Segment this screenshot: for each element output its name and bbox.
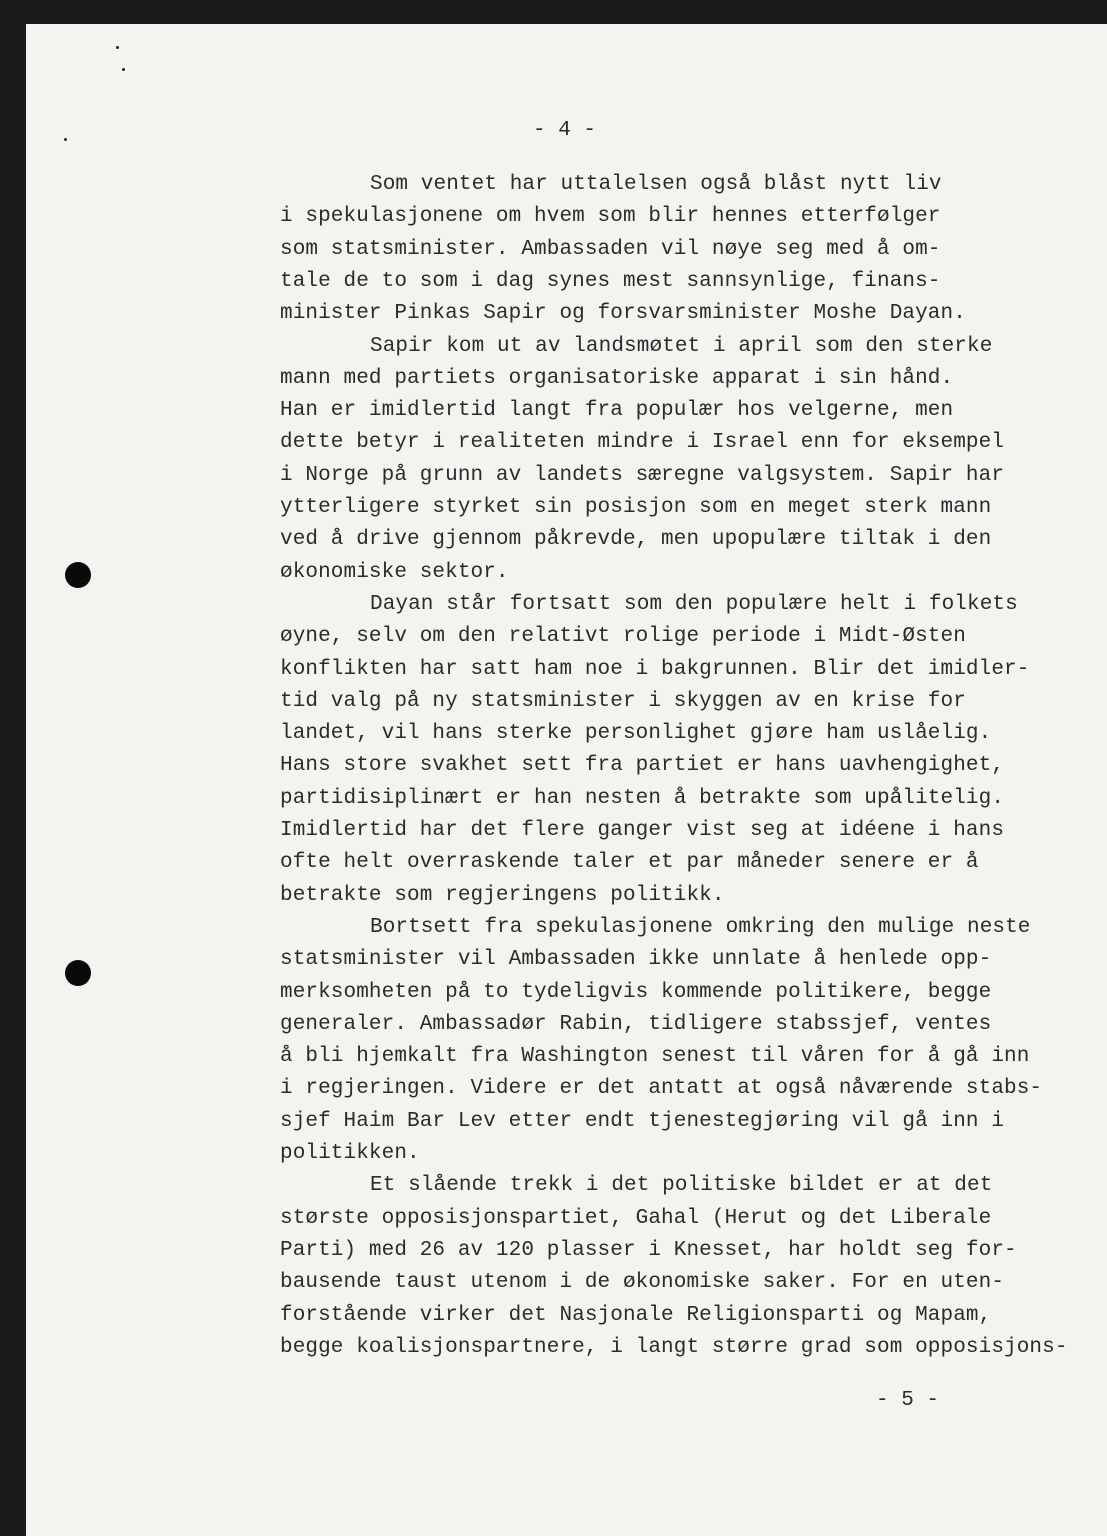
text-line: Han er imidlertid langt fra populær hos velgerne, men: [280, 399, 954, 423]
text-line: dette betyr i realiteten mindre i Israel enn for eksempel: [280, 431, 1005, 455]
text-line: som statsminister. Ambassaden vil nøye seg med å om-: [280, 237, 941, 261]
text-line: Et slående trekk i det politiske bildet er at det: [370, 1174, 993, 1198]
text-line: politikken.: [280, 1142, 420, 1165]
text-line: ved å drive gjennom påkrevde, men upopulære tiltak i den: [280, 528, 992, 552]
scan-border-top: [0, 0, 1107, 24]
text-line: i regjeringen. Videre er det antatt at også nåværende stabs-: [280, 1077, 1043, 1101]
text-line: å bli hjemkalt fra Washington senest til våren for å gå inn: [280, 1045, 1030, 1069]
speck: [122, 68, 125, 71]
text-line: begge koalisjonspartnere, i langt større grad som opposisjons-: [280, 1335, 1068, 1359]
text-line: bausende taust utenom i de økonomiske saker. For en uten-: [280, 1271, 1005, 1295]
text-line: tale de to som i dag synes mest sannsynlige, finans-: [280, 269, 941, 293]
text-line: mann med partiets organisatoriske apparat i sin hånd.: [280, 366, 954, 390]
text-line: i Norge på grunn av landets særegne valgsystem. Sapir har: [280, 463, 1005, 487]
page-number-next: - 5 -: [876, 1389, 940, 1412]
page-number-top: - 4 -: [533, 119, 597, 142]
text-line: sjef Haim Bar Lev etter endt tjenestegjøring vil gå inn i: [280, 1109, 1005, 1133]
text-line: Sapir kom ut av landsmøtet i april som den sterke: [370, 334, 993, 358]
text-line: Dayan står fortsatt som den populære helt i folkets: [370, 592, 1018, 616]
text-line: økonomiske sektor.: [280, 560, 509, 584]
text-line: merksomheten på to tydeligvis kommende politikere, begge: [280, 980, 992, 1004]
speck: [116, 46, 119, 49]
text-line: konflikten har satt ham noe i bakgrunnen. Blir det imidler-: [280, 657, 1030, 681]
text-line: landet, vil hans sterke personlighet gjøre ham uslåelig.: [280, 722, 992, 746]
punch-hole-icon: [65, 562, 91, 588]
text-line: betrakte som regjeringens politikk.: [280, 883, 725, 907]
punch-hole-icon: [65, 960, 91, 986]
text-line: generaler. Ambassadør Rabin, tidligere stabssjef, ventes: [280, 1012, 992, 1036]
scan-border-left: [0, 0, 26, 1536]
text-line: tid valg på ny statsminister i skyggen av en krise for: [280, 689, 966, 713]
speck: [64, 138, 67, 141]
text-line: ofte helt overraskende taler et par måneder senere er å: [280, 851, 979, 875]
text-line: øyne, selv om den relativt rolige periode i Midt-Østen: [280, 625, 966, 649]
text-line: partidisiplinært er han nesten å betrakte som upålitelig.: [280, 786, 1005, 810]
text-line: største opposisjonspartiet, Gahal (Herut og det Liberale: [280, 1206, 992, 1230]
text-line: Imidlertid har det flere ganger vist seg at idéene i hans: [280, 819, 1005, 842]
text-line: forstående virker det Nasjonale Religionsparti og Mapam,: [280, 1303, 992, 1327]
text-line: ytterligere styrket sin posisjon som en meget sterk mann: [280, 496, 992, 519]
text-line: statsminister vil Ambassaden ikke unnlate å henlede opp-: [280, 948, 992, 972]
text-line: Hans store svakhet sett fra partiet er hans uavhengighet,: [280, 754, 1005, 778]
text-line: minister Pinkas Sapir og forsvarsminister Moshe Dayan.: [280, 302, 966, 326]
text-line: Parti) med 26 av 120 plasser i Knesset, har holdt seg for-: [280, 1238, 1017, 1262]
text-line: Bortsett fra spekulasjonene omkring den mulige neste: [370, 915, 1031, 939]
text-line: i spekulasjonene om hvem som blir hennes etterfølger: [280, 205, 941, 229]
text-line: Som ventet har uttalelsen også blåst nytt liv: [370, 173, 942, 196]
